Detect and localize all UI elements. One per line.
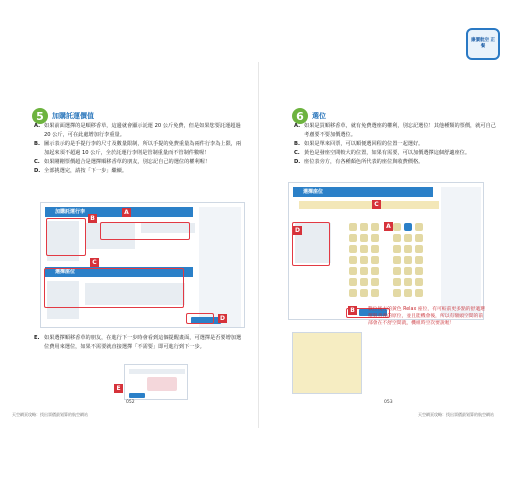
list-item: B. 如果是單來回票，可以順便選回程的位置一起選好。 bbox=[294, 141, 424, 147]
section-number-badge: 6 bbox=[292, 108, 308, 124]
list-item: D. 座位表旁方，有各種顏色所代表的座位與收費價格。 bbox=[294, 159, 424, 165]
reminder-title bbox=[129, 369, 185, 374]
list-item: A. 如果前面選擇的是順移香草，這邊就會顯示託運 20 公斤免費，但是如果您要託運超過 20 公斤，可在此處增加行李重量。 bbox=[34, 123, 241, 138]
left-bottom-list bbox=[34, 334, 244, 352]
seat[interactable] bbox=[393, 245, 401, 253]
seat[interactable] bbox=[393, 278, 401, 286]
seat[interactable] bbox=[371, 289, 379, 297]
seat[interactable] bbox=[415, 234, 423, 242]
tag-c: C bbox=[372, 200, 381, 209]
tag-e: E bbox=[114, 384, 123, 393]
seat[interactable] bbox=[349, 256, 357, 264]
tag-b: B bbox=[88, 214, 97, 223]
price-summary bbox=[199, 207, 241, 327]
left-footer: 天空網頁攻略：找出票價最划算的航空網站 bbox=[12, 412, 88, 417]
no-need-button[interactable] bbox=[129, 393, 145, 398]
right-instruction-list bbox=[294, 122, 496, 167]
seat[interactable] bbox=[371, 234, 379, 242]
seat[interactable] bbox=[393, 289, 401, 297]
list-item: D. 全部挑選完，請按「下一步」繼續。 bbox=[34, 168, 128, 174]
seat bbox=[382, 278, 390, 286]
seat[interactable] bbox=[349, 223, 357, 231]
shot-title-bar-2: 選擇座位 bbox=[45, 267, 193, 277]
list-item: E. 如果選擇順移香草的朋友，在進行下一步時會看到這個提醒畫面，可選擇是否要增加選位費用來選位，如果不需要就直接選擇「不需要」即可進行到下一步。 bbox=[34, 335, 242, 350]
tag-b: B bbox=[348, 306, 357, 315]
seat[interactable] bbox=[415, 289, 423, 297]
highlight-d bbox=[186, 313, 214, 324]
seat[interactable] bbox=[404, 267, 412, 275]
seat[interactable] bbox=[415, 245, 423, 253]
seat[interactable] bbox=[349, 278, 357, 286]
right-page-number: 053 bbox=[384, 400, 393, 405]
seat bbox=[382, 289, 390, 297]
corner-badge: 廉價航空 正餐 bbox=[466, 28, 500, 60]
tag-a: A bbox=[384, 222, 393, 231]
section-title: 加購託運價值 bbox=[52, 112, 94, 120]
seat[interactable] bbox=[360, 223, 368, 231]
reminder-image bbox=[147, 377, 177, 391]
seat bbox=[382, 267, 390, 275]
seat[interactable] bbox=[349, 267, 357, 275]
page-gutter bbox=[258, 62, 259, 428]
seat[interactable] bbox=[360, 267, 368, 275]
seat[interactable] bbox=[415, 278, 423, 286]
seat[interactable] bbox=[415, 267, 423, 275]
tag-d: D bbox=[218, 314, 227, 323]
seat bbox=[382, 234, 390, 242]
list-item: B. 圖示表示的是手提行李的尺寸及數量限制，所以手提的免費重量為兩件行李為上限，兩加起來須不超過 10 公斤，全於託運行李則是管制重量而不管制件數喔！ bbox=[34, 141, 242, 156]
list-item: A. 如果是買順移香草，就有免費選座的權利，別忘記選位！其他種類的票價，就可自己考慮要不要加價選位。 bbox=[294, 123, 496, 138]
seat-detail-screenshot bbox=[292, 332, 362, 394]
seat[interactable] bbox=[371, 245, 379, 253]
list-item: C. 黃色是發座空間較大的位置，如果有需要，可以加價選擇這個舒適座位。 bbox=[294, 150, 471, 156]
section-number-badge: 5 bbox=[32, 108, 48, 124]
seat[interactable] bbox=[404, 245, 412, 253]
highlight-a bbox=[100, 222, 190, 240]
seat[interactable] bbox=[360, 278, 368, 286]
seat[interactable] bbox=[415, 256, 423, 264]
left-page-number: 052 bbox=[126, 400, 135, 405]
seat-map[interactable] bbox=[349, 223, 423, 297]
seat[interactable] bbox=[349, 289, 357, 297]
seat[interactable] bbox=[404, 223, 412, 231]
highlight-b bbox=[46, 218, 86, 256]
seat[interactable] bbox=[393, 256, 401, 264]
seat bbox=[382, 245, 390, 253]
seat[interactable] bbox=[360, 289, 368, 297]
seat bbox=[382, 256, 390, 264]
seat[interactable] bbox=[404, 256, 412, 264]
shot-title-bar: 加購託運行李 bbox=[45, 207, 193, 217]
section-title: 選位 bbox=[312, 112, 326, 120]
seat[interactable] bbox=[360, 245, 368, 253]
seat[interactable] bbox=[393, 234, 401, 242]
relax-seat-note: 數位後方的黃色 Relax 座位，有可較前更多點的舒適選擇與意義的原位，並且能機會後，所以有額頭空間的前部會在不舒空間就，機組時空次要說喔！ bbox=[368, 307, 485, 326]
seat[interactable] bbox=[371, 256, 379, 264]
right-footer: 天空網頁攻略：找出票價最划算的航空網站 bbox=[418, 412, 494, 417]
tag-d: D bbox=[293, 226, 302, 235]
seat[interactable] bbox=[393, 223, 401, 231]
list-item: C. 如果剛剛票價超合是選擇順移香草的朋友，別忘記自己的選位的權利喔！ bbox=[34, 159, 211, 165]
seat[interactable] bbox=[349, 234, 357, 242]
tag-c: C bbox=[90, 258, 99, 267]
seat[interactable] bbox=[415, 223, 423, 231]
seat[interactable] bbox=[404, 289, 412, 297]
seat[interactable] bbox=[404, 234, 412, 242]
seat[interactable] bbox=[371, 267, 379, 275]
seat[interactable] bbox=[393, 267, 401, 275]
seat[interactable] bbox=[360, 256, 368, 264]
seat[interactable] bbox=[349, 245, 357, 253]
seat[interactable] bbox=[360, 234, 368, 242]
reminder-screenshot bbox=[124, 364, 188, 400]
price-summary bbox=[441, 187, 481, 317]
flight-header bbox=[299, 201, 439, 209]
left-instruction-list bbox=[34, 122, 244, 176]
shot-title-bar: 選擇座位 bbox=[293, 187, 433, 197]
tag-a: A bbox=[122, 208, 131, 217]
seat[interactable] bbox=[371, 223, 379, 231]
seat[interactable] bbox=[404, 278, 412, 286]
seat[interactable] bbox=[371, 278, 379, 286]
highlight-c bbox=[44, 268, 184, 308]
